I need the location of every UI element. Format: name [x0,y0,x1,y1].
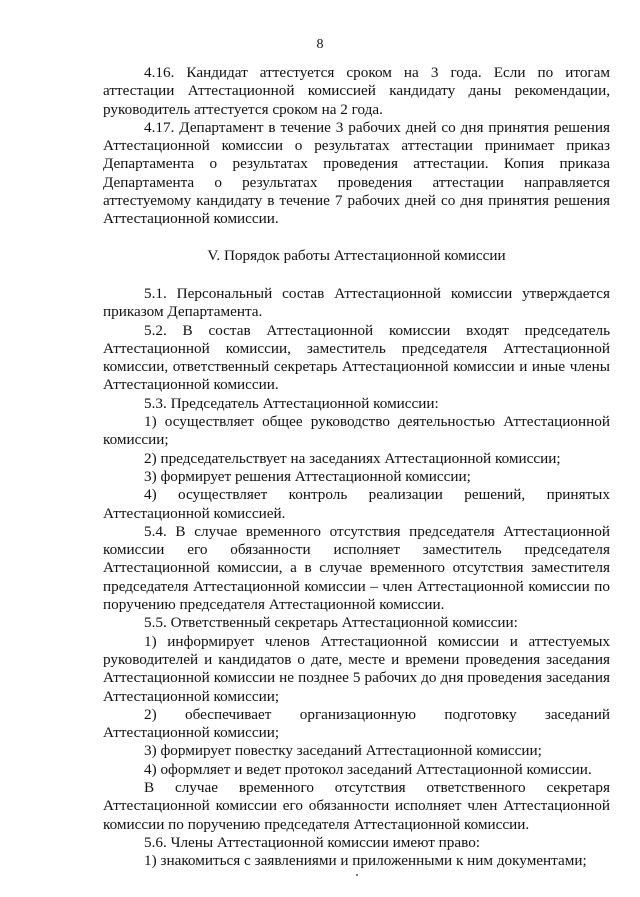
paragraph-5-3-item-2: 2) председательствует на заседаниях Аттестационной комиссии; [144,449,561,467]
paragraph-5-2: 5.2. В состав Аттестационной комиссии входят председатель Аттестационной комиссии, заместитель председателя Аттестационной комиссии, ответственный секретарь Аттестационной комиссии и иные члены Аттестационной комиссии. [103,321,610,394]
paragraph-4-17: 4.17. Департамент в течение 3 рабочих дней со дня принятия решения Аттестационной комиссии о результатах аттестации принимает приказ Департамента о результатах проведения аттестации. Копия приказа Департамента о результатах проведения аттестации направляется аттестуемому кандидату в течение 7 рабочих дней со дня принятия решения Аттестационной комиссии. [103,118,610,228]
paragraph-5-3-item-3: 3) формирует решения Аттестационной комиссии; [144,467,471,485]
paragraph-5-3: 5.3. Председатель Аттестационной комиссии: [144,394,439,412]
paragraph-5-5-item-3: 3) формирует повестку заседаний Аттестационной комиссии; [144,742,542,760]
section-heading-5: V. Порядок работы Аттестационной комиссии [207,246,506,264]
paragraph-5-5: 5.5. Ответственный секретарь Аттестационной комиссии: [144,614,518,632]
paragraph-5-6: 5.6. Члены Аттестационной комиссии имеют право: [144,833,481,851]
paragraph-5-5-absence: В случае временного отсутствия ответственного секретаря Аттестационной комиссии его обязанности исполняет член Аттестационной комиссии по поручению председателя Аттестационной комиссии. [103,778,610,833]
paragraph-5-5-item-4: 4) оформляет и ведет протокол заседаний Аттестационной комиссии. [144,760,592,778]
paragraph-5-6-item-1: 1) знакомиться с заявлениями и приложенными к ним документами; [144,852,587,870]
scan-dot-mark [356,874,358,876]
paragraph-5-3-item-4: 4) осуществляет контроль реализации решений, принятых Аттестационной комиссией. [103,486,610,522]
paragraph-4-16: 4.16. Кандидат аттестуется сроком на 3 года. Если по итогам аттестации Аттестационной комиссией кандидату даны рекомендации, руководитель аттестуется сроком на 2 года. [103,64,610,118]
paragraph-5-5-item-1: 1) информирует членов Аттестационной комиссии и аттестуемых руководителей и кандидатов о дате, месте и времени проведения заседания Аттестационной комиссии не позднее 5 рабочих до дня проведения заседания Аттестационной комиссии; [103,632,610,705]
page-number: 8 [316,37,324,52]
paragraph-5-4: 5.4. В случае временного отсутствия председателя Аттестационной комиссии его обязанности исполняет заместитель председателя Аттестационной комиссии, а в случае временного отсутствия заместителя председателя Аттестационной комиссии – член Аттестационной комиссии по поручению председателя Аттестационной комиссии. [103,522,610,614]
document-body [103,64,610,870]
paragraph-5-5-item-2: 2) обеспечивает организационную подготовку заседаний Аттестационной комиссии; [103,705,610,742]
paragraph-5-1: 5.1. Персональный состав Аттестационной комиссии утверждается приказом Департамента. [103,284,610,321]
paragraph-5-3-item-1: 1) осуществляет общее руководство деятельностью Аттестационной комиссии; [103,413,610,449]
